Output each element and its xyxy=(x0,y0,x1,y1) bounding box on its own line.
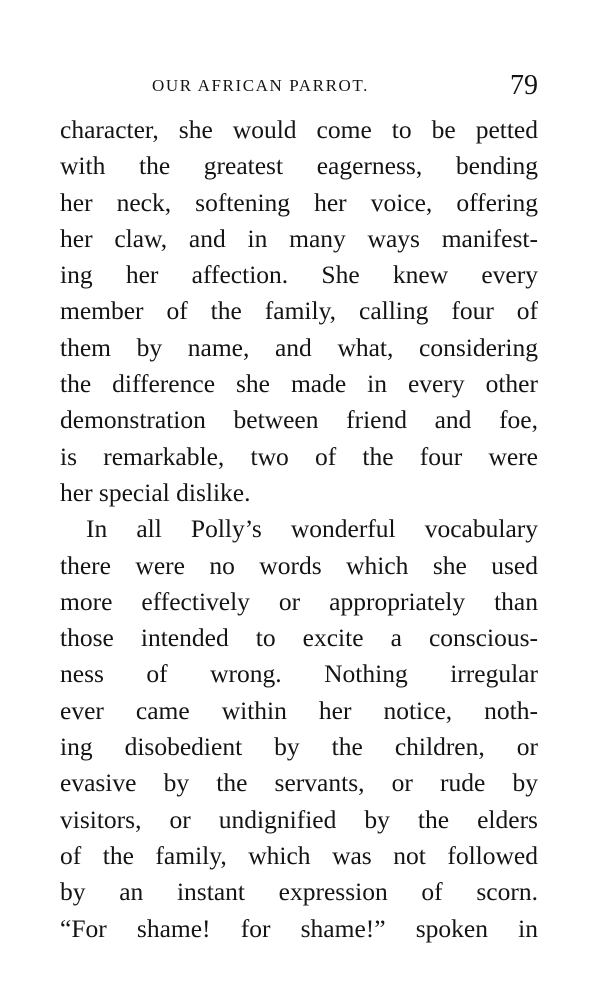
text-line: with the greatest eagerness, bending xyxy=(60,151,538,181)
text-line: ing her affection. She knew every xyxy=(60,260,538,290)
text-line: ing disobedient by the children, or xyxy=(60,732,538,762)
page-number: 79 xyxy=(510,70,538,101)
running-head xyxy=(60,70,538,106)
text-line: the difference she made in every other xyxy=(60,369,538,399)
text-line: more effectively or appropriately than xyxy=(60,586,538,616)
text-line: visitors, or undignified by the elders xyxy=(60,804,538,834)
running-title: OUR AFRICAN PARROT. xyxy=(152,76,369,95)
text-line: ness of wrong. Nothing irregular xyxy=(60,659,538,689)
text-line: In all Polly’s wonderful vocabulary xyxy=(86,514,538,544)
text-line: character, she would come to be petted xyxy=(60,115,538,144)
text-line: there were no words which she used xyxy=(60,550,538,580)
text-line: them by name, and what, considering xyxy=(60,332,538,362)
paragraph-1 xyxy=(60,112,538,511)
text-line: of the family, which was not followed xyxy=(60,840,538,870)
text-line: her special dislike. xyxy=(60,477,251,507)
text-line: member of the family, calling four of xyxy=(60,296,538,326)
text-line: her claw, and in many ways manifest- xyxy=(60,223,538,253)
text-line: those intended to excite a conscious- xyxy=(60,623,538,653)
text-line: evasive by the servants, or rude by xyxy=(60,768,538,798)
body-text xyxy=(60,112,538,947)
text-line: “For shame! for shame!” spoken in xyxy=(60,913,538,943)
text-line: by an instant expression of scorn. xyxy=(60,877,538,907)
paragraph-2 xyxy=(60,511,538,947)
text-line: her neck, softening her voice, offering xyxy=(60,187,538,217)
text-line: demonstration between friend and foe, xyxy=(60,405,538,435)
text-line: is remarkable, two of the four were xyxy=(60,441,538,471)
text-line: ever came within her notice, noth- xyxy=(60,695,538,725)
